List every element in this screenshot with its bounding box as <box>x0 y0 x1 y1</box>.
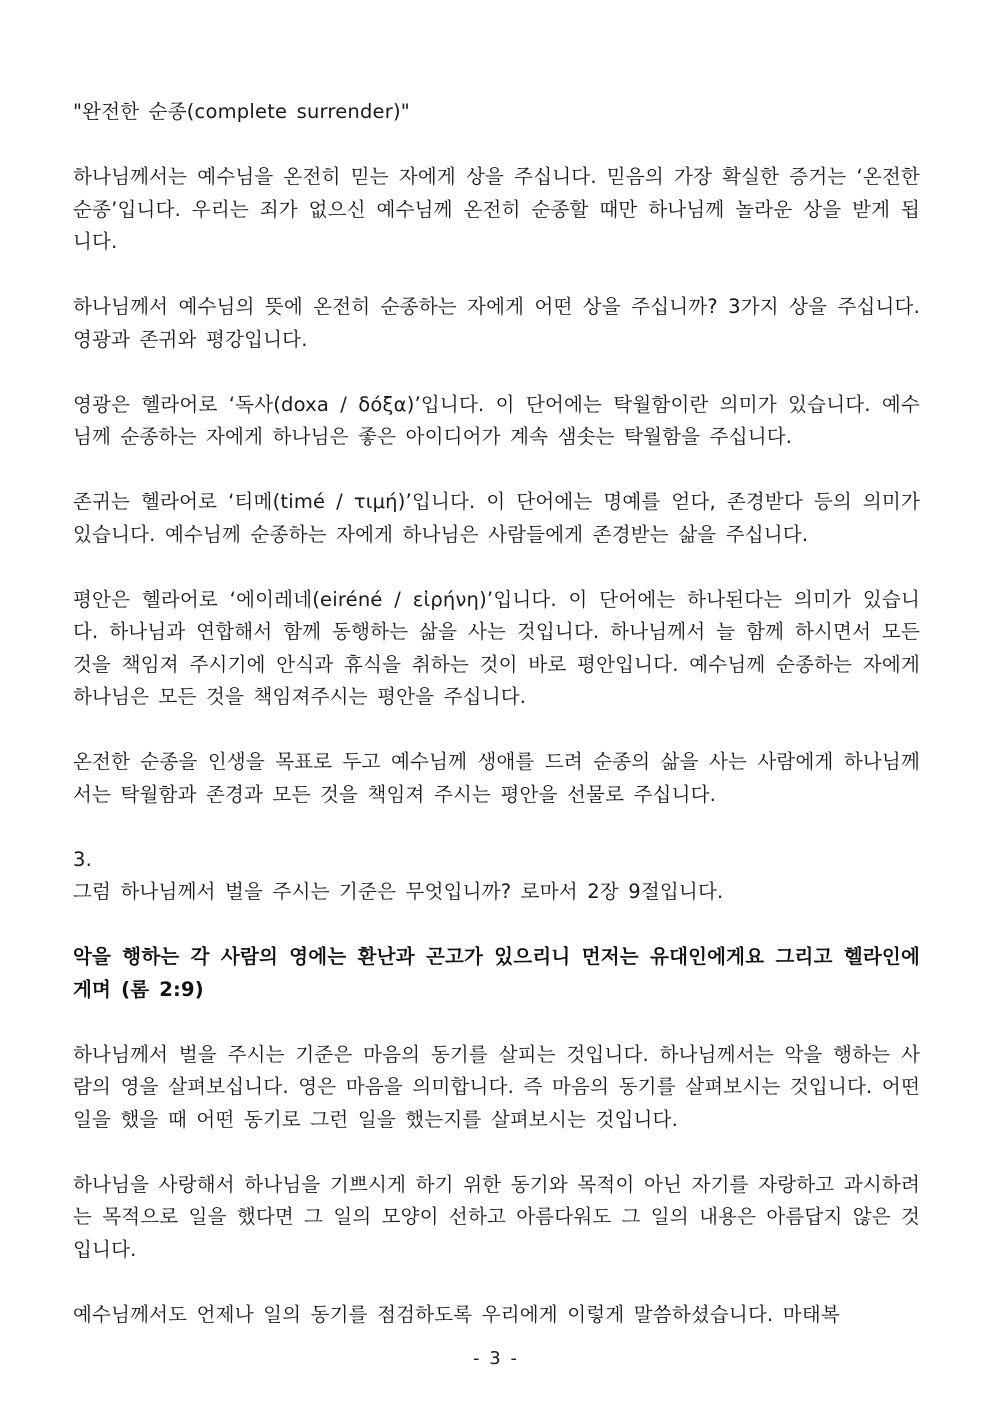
paragraph: 그럼 하나님께서 벌을 주시는 기준은 무엇입니까? 로마서 2장 9절입니다. <box>73 880 724 903</box>
paragraph: 하나님께서 벌을 주시는 기준은 마음의 동기를 살피는 것입니다. 하나님께서는 악을 행하는 사람의 영을 살펴보십니다. 영은 마음을 의미합니다. 즉 마음의 동기를 살펴보시는 것입니다. 어떤 일을 했을 때 어떤 동기로 그런 일을 했는지를 살펴보시는 것입니다. <box>73 1042 920 1131</box>
paragraph: 하나님을 사랑해서 하나님을 기쁘시게 하기 위한 동기와 목적이 아닌 자기를 자랑하고 과시하려는 목적으로 일을 했다면 그 일의 모양이 선하고 아름다워도 그 일의 내용은 아름답지 않은 것입니다. <box>73 1172 920 1261</box>
paragraph: 영광은 헬라어로 ‘독사(doxa / δόξα)’입니다. 이 단어에는 탁월함이란 의미가 있습니다. 예수님께 순종하는 자에게 하나님은 좋은 아이디어가 계속 샘솟는 탁월함을 주십니다. <box>73 392 920 448</box>
scripture-quote: 악을 행하는 각 사람의 영에는 환난과 곤고가 있으리니 먼저는 유대인에게요 그리고 헬라인에게며 (롬 2:9) <box>73 945 920 1001</box>
paragraph: 하나님께서 예수님의 뜻에 온전히 순종하는 자에게 어떤 상을 주십니까? 3가지 상을 주십니다. 영광과 존귀와 평강입니다. <box>73 295 920 351</box>
paragraph: 온전한 순종을 인생을 목표로 두고 예수님께 생애를 드려 순종의 삶을 사는 사람에게 하나님께서는 탁월함과 존경과 모든 것을 책임져 주시는 평안을 선물로 주십니다. <box>73 750 920 806</box>
page-number: - 3 - <box>473 1348 519 1369</box>
section-heading: "완전한 순종(complete surrender)" <box>73 100 410 123</box>
paragraph: 하나님께서는 예수님을 온전히 믿는 자에게 상을 주십니다. 믿음의 가장 확실한 증거는 ‘온전한 순종’입니다. 우리는 죄가 없으신 예수님께 온전히 순종할 때만 하나님께 놀라운 상을 받게 됩니다. <box>73 165 920 253</box>
section-number: 3. <box>73 847 93 871</box>
document-body <box>73 96 920 1331</box>
paragraph: 예수님께서도 언제나 일의 동기를 점검하도록 우리에게 이렇게 말씀하셨습니다. 마태복 <box>73 1302 840 1326</box>
paragraph: 평안은 헬라어로 ‘에이레네(eiréné / εἰρήνη)’입니다. 이 단어에는 하나된다는 의미가 있습니다. 하나님과 연합해서 함께 동행하는 삶을 사는 것입니다. 하나님께서 늘 함께 하시면서 모든 것을 책임져 주시기에 안식과 휴식을 취하는 것이 바로 평안입니다. 예수님께 순종하는 자에게 하나님은 모든 것을 책임져주시는 평안을 주십니다. <box>73 587 920 708</box>
paragraph: 존귀는 헬라어로 ‘티메(timé / τιμή)’입니다. 이 단어에는 명예를 얻다, 존경받다 등의 의미가 있습니다. 예수님께 순종하는 자에게 하나님은 사람들에게 존경받는 삶을 주십니다. <box>73 490 920 546</box>
